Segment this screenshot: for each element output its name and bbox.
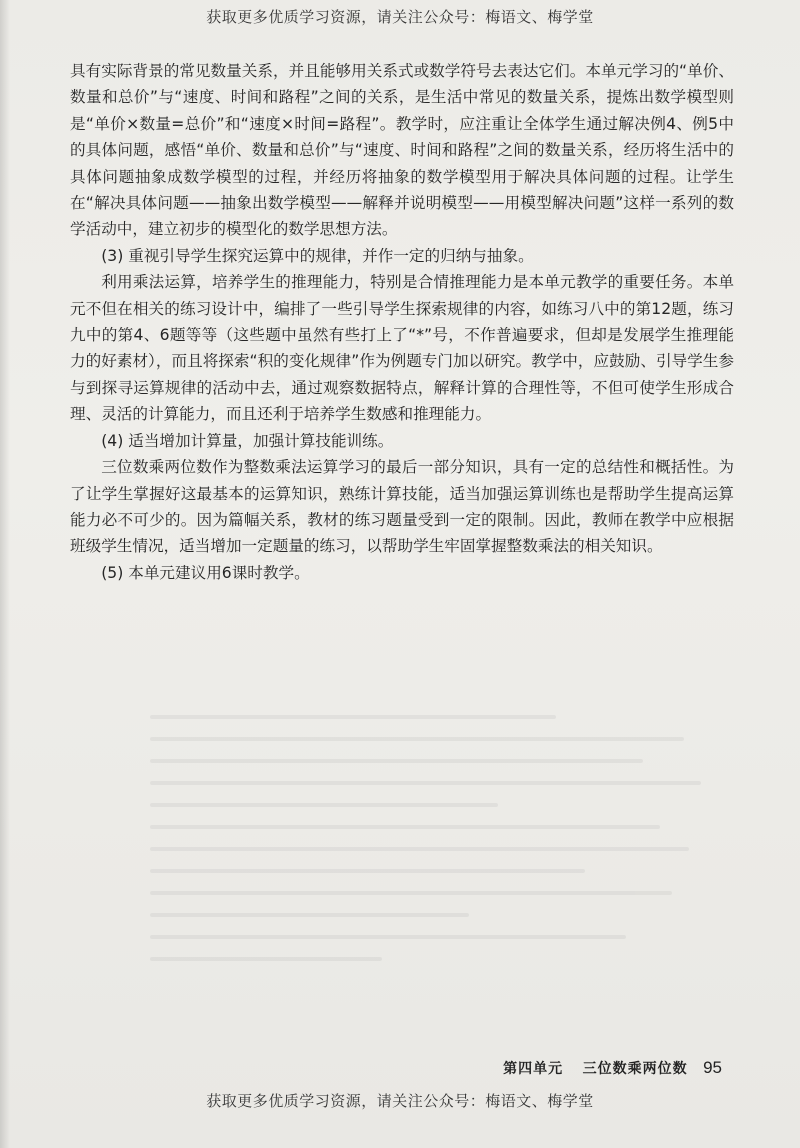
footer-chapter-title: 三位数乘两位数 (582, 1061, 688, 1077)
page-footer (503, 1058, 722, 1078)
paragraph-5: 三位数乘两位数作为整数乘法运算学习的最后一部分知识，具有一定的总结性和概括性。为了让学生掌握好这最基本的运算知识，熟练计算技能，适当加强运算训练也是帮助学生提高运算能力必不可少的。因为篇幅关系，教材的练习题量受到一定的限制。因此，教师在教学中应根据班级学生情况，适当增加一定题量的练习，以帮助学生牢固掌握整数乘法的相关知识。 (70, 458, 734, 556)
watermark-top: 获取更多优质学习资源，请关注公众号：梅语文、梅学堂 (206, 8, 594, 26)
paragraph-4-heading: (4) 适当增加计算量，加强计算技能训练。 (101, 431, 394, 450)
paragraph-3: 利用乘法运算，培养学生的推理能力，特别是合情推理能力是本单元教学的重要任务。本单元不但在相关的练习设计中，编排了一些引导学生探索规律的内容，如练习八中的第12题，练习九中的第4、6题等等（这些题中虽然有些打上了“*”号，不作普遍要求，但却是发展学生推理能力的好素材），而且将探索“积的变化规律”作为例题专门加以研究。教学中，应鼓励、引导学生参与到探寻运算规律的活动中去，通过观察数据特点，解释计算的合理性等，不但可使学生形成合理、灵活的计算能力，而且还利于培养学生数感和推理能力。 (70, 273, 734, 424)
page-number: 95 (703, 1058, 722, 1077)
paragraph-2-heading: (3) 重视引导学生探究运算中的规律，并作一定的归纳与抽象。 (101, 246, 534, 265)
paragraph-6-heading: (5) 本单元建议用6课时教学。 (101, 563, 310, 582)
page-binding-shadow (0, 0, 10, 1148)
footer-unit: 第四单元 (503, 1061, 564, 1077)
paragraph-1: 具有实际背景的常见数量关系，并且能够用关系式或数学符号去表达它们。本单元学习的“单价、数量和总价”与“速度、时间和路程”之间的关系，是生活中常见的数量关系，提炼出数学模型则是“单价×数量=总价”和“速度×时间=路程”。教学时，应注重让全体学生通过解决例4、例5中的具体问题，感悟“单价、数量和总价”与“速度、时间和路程”之间的数量关系，经历将生活中的具体问题抽象成数学模型的过程，并经历将抽象的数学模型用于解决具体问题的过程。让学生在“解决具体问题——抽象出数学模型——解释并说明模型——用模型解决问题”这样一系列的数学活动中，建立初步的模型化的数学思想方法。 (70, 62, 734, 239)
watermark-bottom: 获取更多优质学习资源，请关注公众号：梅语文、梅学堂 (206, 1092, 594, 1110)
body-text (70, 58, 734, 586)
reverse-page-show-through (150, 715, 730, 1045)
